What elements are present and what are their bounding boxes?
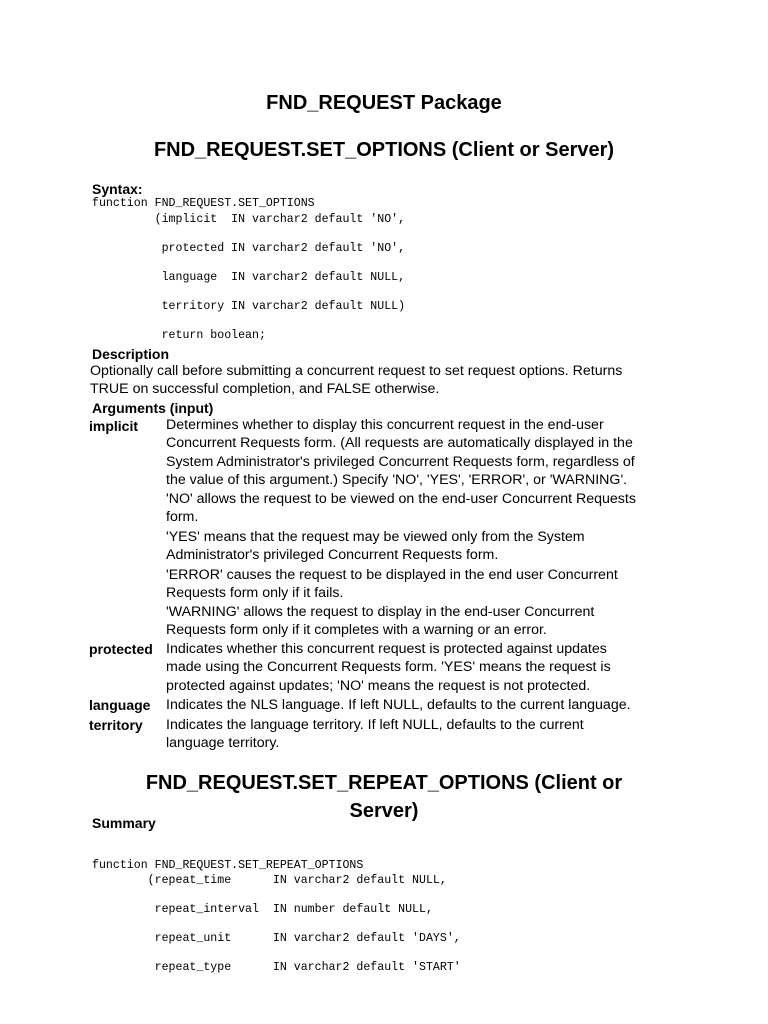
code-line: return boolean; (92, 329, 266, 342)
argument-text: made using the Concurrent Requests form. 'YES' means the request is (166, 659, 611, 675)
argument-name: protected (89, 641, 153, 657)
argument-text: Determines whether to display this concurrent request in the end-user (166, 417, 604, 433)
code-line: (repeat_time IN varchar2 default NULL, (92, 874, 447, 887)
syntax-label: Syntax: (92, 181, 143, 197)
argument-text: Indicates the language territory. If left NULL, defaults to the current (166, 717, 584, 733)
argument-text: 'ERROR' causes the request to be displayed in the end user Concurrent (166, 567, 618, 583)
argument-text: protected against updates; 'NO' means the request is not protected. (166, 678, 591, 694)
argument-text: form. (166, 509, 199, 525)
argument-text: the value of this argument.) Specify 'NO', 'YES', 'ERROR', or 'WARNING'. (166, 472, 628, 488)
argument-text: 'WARNING' allows the request to display in the end-user Concurrent (166, 604, 595, 620)
argument-text: 'YES' means that the request may be viewed only from the System (166, 529, 585, 545)
code-line: territory IN varchar2 default NULL) (92, 300, 406, 313)
code-line: repeat_interval IN number default NULL, (92, 903, 433, 916)
code-line: function FND_REQUEST.SET_REPEAT_OPTIONS (92, 859, 364, 872)
code-line: protected IN varchar2 default 'NO', (92, 242, 406, 255)
argument-name: territory (89, 717, 143, 733)
argument-text: Indicates whether this concurrent request is protected against updates (166, 641, 607, 657)
argument-text: 'NO' allows the request to be viewed on the end-user Concurrent Requests (166, 491, 636, 507)
summary-label: Summary (92, 815, 156, 831)
argument-text: Indicates the NLS language. If left NULL, defaults to the current language. (166, 697, 631, 713)
package-title: FND_REQUEST Package (266, 92, 502, 114)
code-line: repeat_type IN varchar2 default 'START' (92, 961, 461, 974)
description-text: Optionally call before submitting a concurrent request to set request options. Returns (90, 363, 623, 379)
argument-name: implicit (89, 418, 139, 434)
set-repeat-options-heading: FND_REQUEST.SET_REPEAT_OPTIONS (Client or (145, 772, 623, 794)
set-options-heading: FND_REQUEST.SET_OPTIONS (Client or Server) (153, 139, 615, 161)
set-repeat-options-heading-cont: Server) (349, 800, 419, 822)
argument-text: Concurrent Requests form. (All requests are automatically displayed in the (166, 435, 633, 451)
code-line: function FND_REQUEST.SET_OPTIONS (92, 197, 315, 210)
argument-text: Requests form only if it completes with a warning or an error. (166, 622, 547, 638)
argument-text: Administrator's privileged Concurrent Requests form. (166, 547, 499, 563)
arguments-label: Arguments (input) (92, 400, 214, 416)
argument-text: language territory. (166, 735, 280, 751)
argument-text: System Administrator's privileged Concurrent Requests form, regardless of (166, 454, 635, 470)
code-line: language IN varchar2 default NULL, (92, 271, 406, 284)
description-label: Description (92, 346, 170, 362)
argument-name: language (89, 697, 151, 713)
argument-text: Requests form only if it fails. (166, 585, 344, 601)
code-line: repeat_unit IN varchar2 default 'DAYS', (92, 932, 461, 945)
code-line: (implicit IN varchar2 default 'NO', (92, 213, 406, 226)
description-text: TRUE on successful completion, and FALSE otherwise. (90, 381, 440, 397)
